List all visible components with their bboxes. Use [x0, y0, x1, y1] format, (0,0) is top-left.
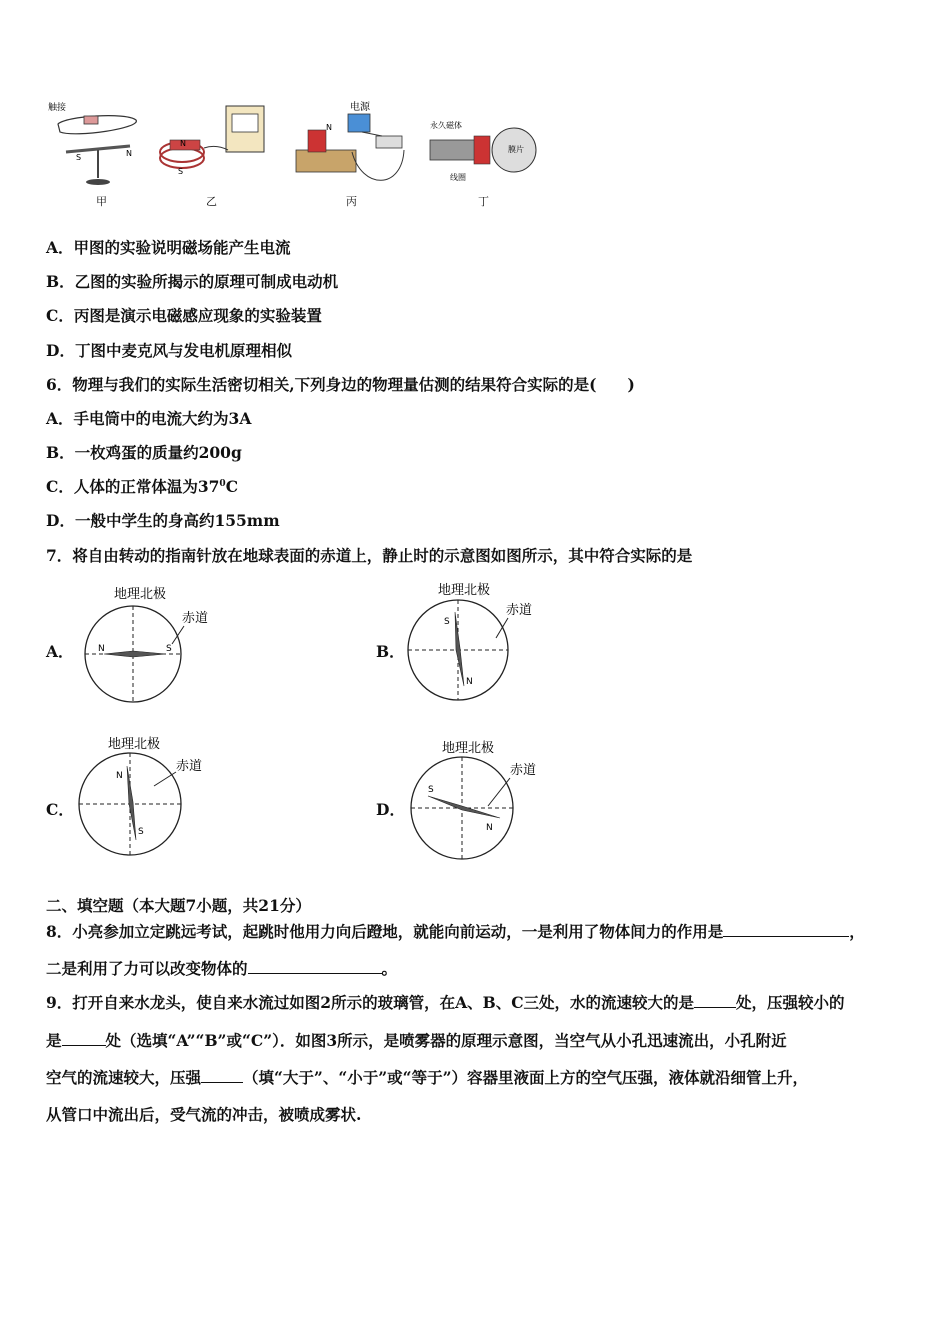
q7-option-b-label: B．: [376, 642, 405, 661]
q7-option-d-label: D．: [376, 800, 405, 819]
q6-option-a: A．手电筒中的电流大约为3A: [46, 409, 252, 428]
figure-yi: [156, 104, 268, 190]
q9-blank-2: [62, 1031, 106, 1046]
svg-text:S: S: [428, 785, 434, 795]
svg-text:N: N: [116, 771, 123, 781]
figure-bing: [292, 100, 410, 190]
q6-stem: 6．物理与我们的实际生活密切相关,下列身边的物理量估测的结果符合实际的是( ): [46, 375, 635, 394]
q5-option-d: D．丁图中麦克风与发电机原理相似: [46, 341, 292, 360]
equator-label: 赤道: [182, 611, 209, 626]
svg-text:S: S: [166, 644, 172, 654]
q9-line3: 空气的流速较大，压强 （填“大于”、“小于”或“等于”）容器里液面上方的空气压强，液体就沿细管上升，: [46, 1068, 809, 1087]
section-heading: 二、填空题（本大题7小题，共21分）: [46, 896, 311, 915]
equator-label: 赤道: [506, 603, 533, 618]
q9-blank-3: [201, 1068, 243, 1083]
svg-text:N: N: [126, 149, 132, 158]
q6-option-c: C．人体的正常体温为$37^0C$: [46, 477, 239, 496]
svg-text:N: N: [486, 823, 493, 833]
q5-option-a: A．甲图的实验说明磁场能产生电流: [46, 238, 291, 257]
svg-text:S: S: [138, 827, 144, 837]
north-pole-label: 地理北极: [442, 741, 495, 756]
q7-stem: 7．将自由转动的指南针放在地球表面的赤道上，静止时的示意图如图所示，其中符合实际的是: [46, 546, 693, 565]
q8-blank-1: [723, 922, 849, 937]
q6-option-d: D．一般中学生的身高约155mm: [46, 511, 280, 530]
svg-text:N: N: [98, 644, 105, 654]
q7-option-c-label: C．: [46, 800, 74, 819]
svg-text:N: N: [466, 677, 473, 687]
q7-diagram-a: [80, 582, 230, 708]
caption-jia: 甲: [96, 195, 107, 208]
north-pole-label: 地理北极: [438, 583, 491, 598]
coil-label: 线圈: [450, 173, 466, 182]
q9-line1: 9．打开自来水龙头，使自来水流过如图2所示的玻璃管，在A、B、C三处，水的流速较大的是 处，压强较小的: [46, 993, 845, 1012]
svg-text:S: S: [444, 617, 450, 627]
equator-label: 赤道: [176, 759, 203, 774]
caption-yi: 乙: [206, 195, 217, 208]
q9-line4: 从管口中流出后，受气流的冲击，被喷成雾状.: [46, 1105, 362, 1124]
q8-blank-2: [248, 959, 382, 974]
north-pole-label: 地理北极: [114, 587, 167, 602]
svg-text:S: S: [178, 167, 184, 176]
q9-blank-1: [694, 993, 736, 1008]
diaphragm-label: 膜片: [508, 145, 524, 154]
power-label: 电源: [350, 102, 370, 113]
svg-text:N: N: [326, 123, 332, 132]
north-pole-label: 地理北极: [108, 737, 161, 752]
q7-diagram-b: [404, 578, 554, 706]
q7-diagram-c: [78, 732, 228, 860]
magnet-label: 永久磁体: [430, 121, 462, 130]
q5-option-b: B．乙图的实验所揭示的原理可制成电动机: [46, 272, 339, 291]
q5-option-c: C．丙图是演示电磁感应现象的实验装置: [46, 306, 322, 325]
q6-option-b: B．一枚鸡蛋的质量约200g: [46, 443, 242, 462]
caption-ding: 丁: [478, 195, 489, 208]
q9-line2: 是 处（选填“A”“B”或“C”）．如图3所示，是喷雾器的原理示意图，当空气从小孔迅速流出，小孔附近: [46, 1031, 787, 1050]
caption-bing: 丙: [346, 195, 357, 208]
svg-text:N: N: [180, 139, 186, 148]
figure-ding: [426, 118, 538, 190]
equator-label: 赤道: [510, 763, 537, 778]
touch-label: 触接: [48, 103, 67, 113]
q8-line1: 8．小亮参加立定跳远考试，起跳时他用力向后蹬地，就能向前运动，一是利用了物体间力的作用是 ，: [46, 922, 865, 941]
svg-text:S: S: [76, 153, 82, 162]
q8-line2: 二是利用了力可以改变物体的 。: [46, 959, 398, 978]
q7-diagram-d: [408, 736, 558, 864]
q7-option-a-label: A．: [46, 642, 74, 661]
figure-jia: [46, 98, 146, 190]
